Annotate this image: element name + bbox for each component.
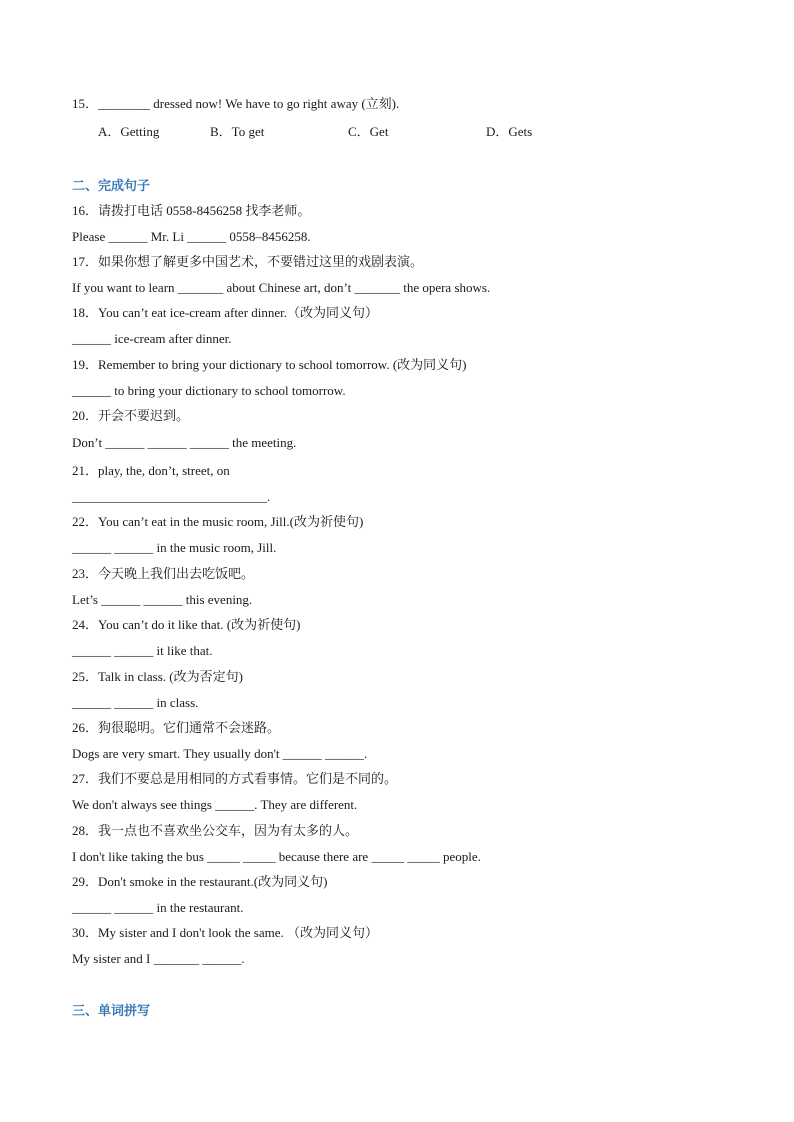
q19-prompt: 19．Remember to bring your dictionary to school tomorrow. (改为同义句) — [72, 357, 467, 372]
q29-answer-line: ______ ______ in the restaurant. — [72, 900, 244, 915]
q27-answer-line: We don't always see things ______. They are different. — [72, 797, 358, 812]
q23-prompt: 23．今天晚上我们出去吃饭吧。 — [72, 566, 255, 581]
q30-prompt: 30．My sister and I don't look the same. （改为同义句） — [72, 925, 379, 940]
q20-prompt: 20．开会不要迟到。 — [72, 408, 190, 423]
q22-answer-line: ______ ______ in the music room, Jill. — [72, 540, 277, 555]
section-heading-complete-sentences: 二、完成句子 — [72, 179, 151, 194]
q25-answer-line: ______ ______ in class. — [72, 695, 199, 710]
q22-prompt: 22．You can’t eat in the music room, Jill.(改为祈使句) — [72, 514, 364, 529]
q15-option-b: B．To get — [210, 124, 265, 139]
q30-answer-line: My sister and I _______ ______. — [72, 951, 245, 966]
q15-option-d: D．Gets — [486, 124, 533, 139]
q27-prompt: 27．我们不要总是用相同的方式看事情。它们是不同的。 — [72, 771, 398, 786]
q19-answer-line: ______ to bring your dictionary to school tomorrow. — [72, 383, 346, 398]
q18-prompt: 18．You can’t eat ice-cream after dinner.（改为同义句） — [72, 305, 379, 320]
q25-prompt: 25．Talk in class. (改为否定句) — [72, 669, 243, 684]
q17-prompt: 17．如果你想了解更多中国艺术，不要错过这里的戏剧表演。 — [72, 254, 424, 269]
q15-stem: 15．________ dressed now! We have to go right away (立刻). — [72, 96, 400, 111]
q16-answer-line: Please ______ Mr. Li ______ 0558–8456258. — [72, 229, 311, 244]
q17-answer-line: If you want to learn _______ about Chinese art, don’t _______ the opera shows. — [72, 280, 491, 295]
q15-option-a: A．Getting — [98, 124, 160, 139]
q23-answer-line: Let’s ______ ______ this evening. — [72, 592, 253, 607]
q28-prompt: 28．我一点也不喜欢坐公交车，因为有太多的人。 — [72, 823, 359, 838]
q20-answer-line: Don’t ______ ______ ______ the meeting. — [72, 435, 297, 450]
q15-option-c: C．Get — [348, 124, 389, 139]
q21-answer-line: ______________________________. — [72, 489, 271, 504]
q28-answer-line: I don't like taking the bus _____ _____ because there are _____ _____ people. — [72, 849, 481, 864]
q26-answer-line: Dogs are very smart. They usually don't ______ ______. — [72, 746, 368, 761]
q21-prompt: 21．play, the, don’t, street, on — [72, 463, 230, 478]
section-heading-word-spelling: 三、单词拼写 — [72, 1004, 151, 1019]
q29-prompt: 29．Don't smoke in the restaurant.(改为同义句) — [72, 874, 328, 889]
q16-prompt: 16．请拨打电话 0558-8456258 找李老师。 — [72, 203, 311, 218]
q18-answer-line: ______ ice-cream after dinner. — [72, 331, 232, 346]
q24-answer-line: ______ ______ it like that. — [72, 643, 213, 658]
q24-prompt: 24．You can’t do it like that. (改为祈使句) — [72, 617, 301, 632]
q26-prompt: 26．狗很聪明。它们通常不会迷路。 — [72, 720, 281, 735]
